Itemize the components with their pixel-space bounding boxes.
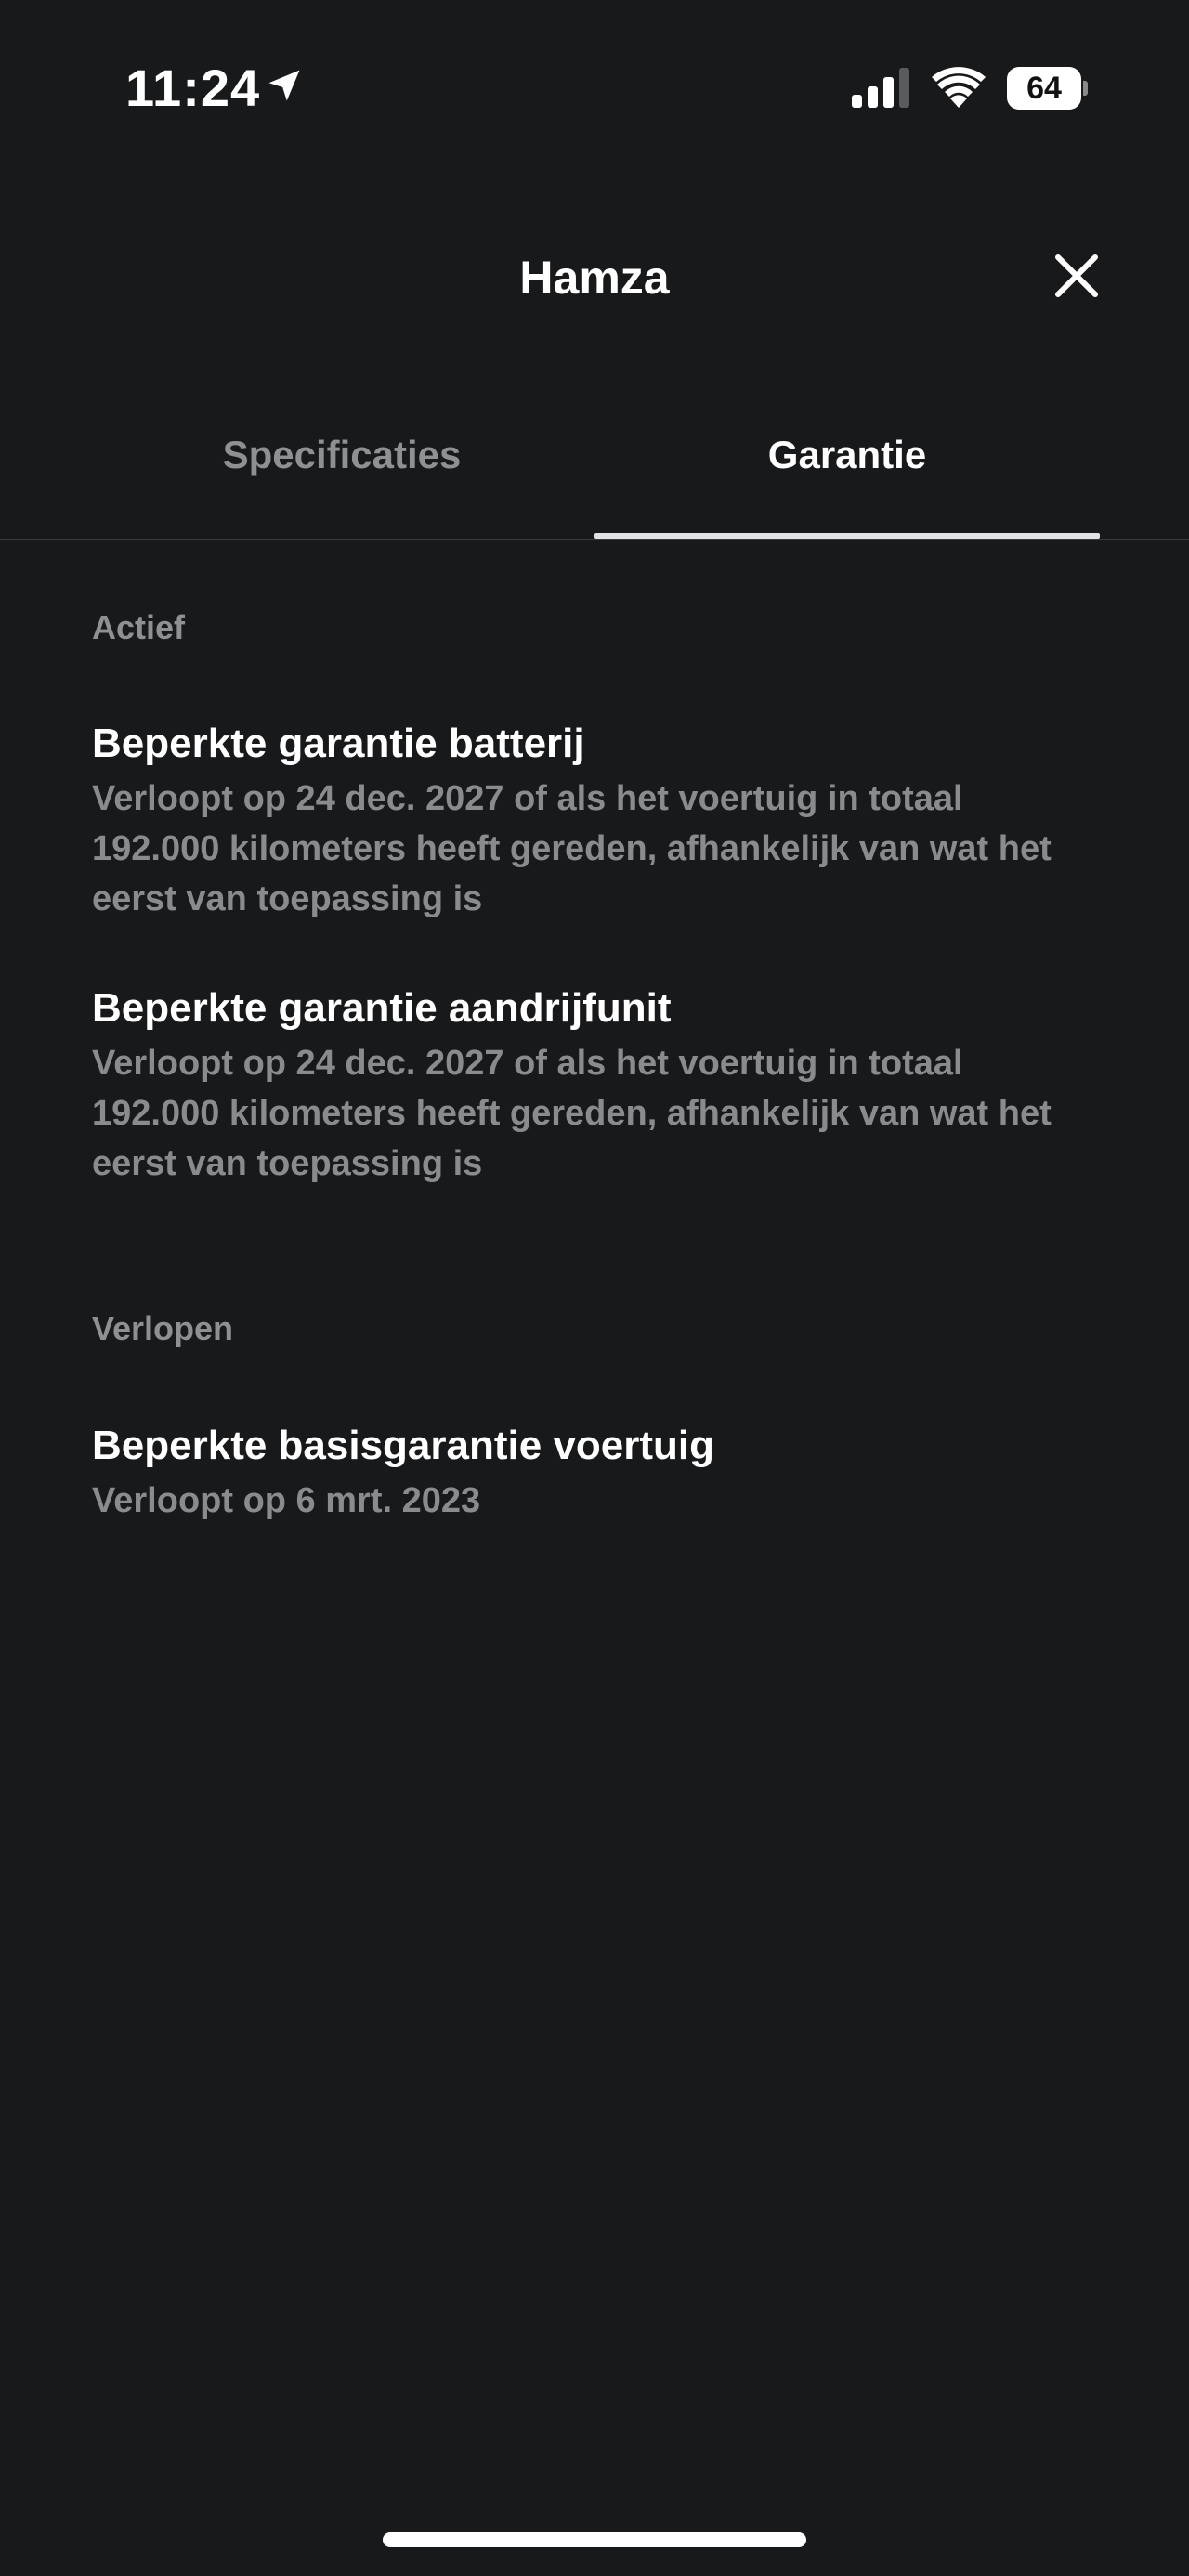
warranty-description-line: Verloopt op 24 dec. 2027 of als het voertuig in totaal — [92, 1044, 963, 1083]
warranty-title: Beperkte basisgarantie voertuig — [92, 1423, 715, 1468]
active-tab-indicator — [594, 533, 1100, 539]
warranty-description-line: Verloopt op 6 mrt. 2023 — [92, 1481, 481, 1520]
section-label-actief: Actief — [92, 608, 186, 646]
wifi-icon — [932, 65, 986, 110]
cellular-signal-icon — [852, 67, 911, 110]
status-time: 11:24 — [125, 59, 261, 117]
warranty-item-drive-unit — [92, 982, 1104, 1189]
battery-cap — [1083, 81, 1088, 96]
location-arrow-icon — [264, 65, 305, 106]
warranty-description — [92, 774, 1104, 924]
warranty-title: Beperkte garantie aandrijfunit — [92, 985, 672, 1031]
warranty-title: Beperkte garantie batterij — [92, 721, 585, 766]
tab-bar — [0, 409, 1189, 543]
battery-level: 64 — [1007, 67, 1081, 110]
warranty-description-line: eerst van toepassing is — [92, 1144, 483, 1183]
warranty-description — [92, 1476, 1104, 1526]
section-label-verlopen: Verlopen — [92, 1309, 234, 1347]
tab-specificaties[interactable]: Specificaties — [222, 433, 462, 476]
status-bar — [0, 0, 1189, 176]
warranty-item-battery — [92, 718, 1104, 924]
tabs-divider — [0, 539, 1189, 540]
close-icon[interactable] — [1050, 249, 1104, 303]
warranty-description-line: Verloopt op 24 dec. 2027 of als het voertuig in totaal — [92, 779, 963, 818]
tab-garantie[interactable]: Garantie — [767, 433, 927, 476]
home-indicator[interactable] — [383, 2532, 806, 2547]
battery-icon — [1007, 67, 1087, 110]
warranty-description-line: 192.000 kilometers heeft gereden, afhankelijk van wat het — [92, 829, 1052, 868]
warranty-item-basic-vehicle — [92, 1420, 1104, 1526]
warranty-description-line: 192.000 kilometers heeft gereden, afhankelijk van wat het — [92, 1094, 1052, 1133]
warranty-description — [92, 1038, 1104, 1189]
warranty-description-line: eerst van toepassing is — [92, 879, 483, 918]
page-title: Hamza — [519, 252, 670, 304]
